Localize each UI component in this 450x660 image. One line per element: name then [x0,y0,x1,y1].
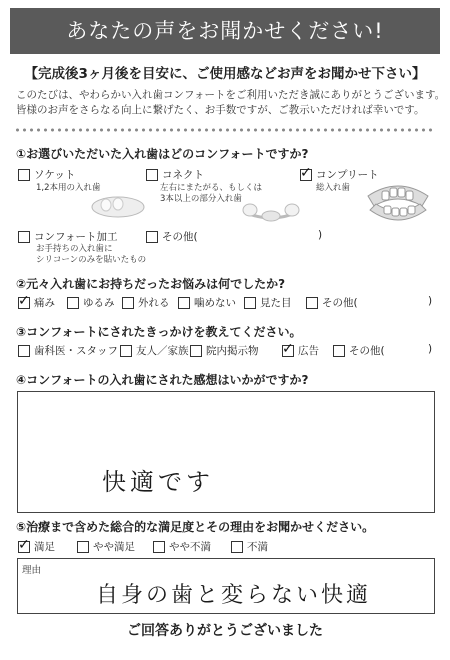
option-label: ソケット [34,169,76,181]
dotted-divider [14,128,436,132]
intro-line-1: このたびは、やわらかい入れ歯コンフォートをご利用いただき誠にありがとうございます。 [16,89,446,101]
question-3-title: ③コンフォートにされたきっかけを教えてください。 [16,325,302,339]
checkbox[interactable] [306,297,318,309]
option-friend-family[interactable] [120,343,189,358]
checkbox[interactable] [77,541,89,553]
option-complete-note: 総入れ歯 [316,183,351,193]
option-label: 痛み [34,297,55,309]
option-label: コンフォート加工 [34,231,118,243]
checkbox-checked[interactable] [300,169,312,181]
note-line: 3本以上の部分入れ歯 [160,194,242,204]
option-advertisement[interactable] [282,343,319,358]
impression-handwritten-answer: 快適です [102,468,214,496]
option-label: 不満 [247,541,268,553]
checkbox[interactable] [333,345,345,357]
note-line: シリコーンのみを貼いたもの [36,255,147,265]
option-label: その他( [349,345,385,357]
intro-text [16,88,446,118]
option-appearance[interactable] [244,295,292,310]
option-label: 噛めない [194,297,236,309]
option-loose[interactable] [67,295,115,310]
option-label: 広告 [298,345,319,357]
option-label: やや不満 [169,541,211,553]
option-label: 歯科医・スタッフ [34,345,118,357]
option-pain[interactable] [18,295,55,310]
complete-denture-illustration [362,178,434,228]
close-paren: ) [428,295,433,307]
option-label: 院内掲示物 [206,345,259,357]
option-somewhat-dissatisfied[interactable] [153,539,211,554]
option-socket[interactable] [18,167,75,182]
option-label: その他( [162,231,198,243]
option-clinic-poster[interactable] [190,343,259,358]
close-paren: ) [318,229,323,241]
checkbox[interactable] [67,297,79,309]
checkbox-checked[interactable] [282,345,294,357]
note-line: 左右にまたがる、もしくは [160,183,263,193]
checkbox[interactable] [244,297,256,309]
checkbox[interactable] [146,169,158,181]
close-paren: ) [428,343,433,355]
option-satisfied[interactable] [18,539,55,554]
question-4-title: ④コンフォートの入れ歯にされた感想はいかがですか? [16,373,309,387]
option-label: コンプリート [316,169,379,181]
option-label: その他( [322,297,358,309]
checkbox[interactable] [178,297,190,309]
checkbox[interactable] [18,231,30,243]
partial-denture-illustration [88,190,148,220]
question-5-title: ⑤治療まで含めた総合的な満足度とその理由をお聞かせください。 [16,520,375,534]
connect-denture-illustration [240,198,302,224]
reason-handwritten-answer: 自身の歯と変らない快適 [96,583,372,608]
option-label: 見た目 [260,297,292,309]
question-1-title: ①お選びいただいた入れ歯はどのコンフォートですか? [16,147,309,161]
option-socket-note: 1,2本用の入れ歯 [36,183,101,193]
checkbox[interactable] [18,345,30,357]
option-other-q2[interactable] [306,295,358,310]
option-comfort-processing[interactable] [18,229,117,244]
option-label: 満足 [34,541,55,553]
checkbox[interactable] [146,231,158,243]
option-dissatisfied[interactable] [231,539,268,554]
checkbox[interactable] [120,345,132,357]
checkbox[interactable] [18,169,30,181]
survey-subtitle: 【完成後3ヶ月後を目安に、ご使用感などお声をお聞かせ下さい】 [24,66,426,82]
option-connect[interactable] [146,167,204,182]
checkbox[interactable] [122,297,134,309]
reason-label: 理由 [22,565,42,576]
impression-answer-box[interactable] [17,391,435,513]
intro-line-2: 皆様のお声をさらなる向上に繋げたく、お手数ですが、ご教示いただければ幸いです。 [16,104,425,116]
option-label: 友人／家族 [136,345,189,357]
option-somewhat-satisfied[interactable] [77,539,135,554]
checkbox[interactable] [190,345,202,357]
thank-you-footer: ご回答ありがとうございました [127,623,323,639]
option-other-q1[interactable] [146,229,198,244]
option-label: 外れる [138,297,170,309]
option-other-q3[interactable] [333,343,385,358]
question-2-title: ②元々入れ歯にお持ちだったお悩みは何でしたか? [16,277,286,291]
note-line: お手持ちの入れ歯に [36,244,113,254]
option-comfort-processing-note [36,244,146,266]
option-label: やや満足 [93,541,135,553]
checkbox[interactable] [231,541,243,553]
checkbox[interactable] [153,541,165,553]
checkbox-checked[interactable] [18,297,30,309]
option-label: ゆるみ [83,297,115,309]
survey-header: あなたの声をお聞かせください! [10,8,440,54]
option-comes-off[interactable] [122,295,170,310]
option-cannot-chew[interactable] [178,295,236,310]
option-dental-staff[interactable] [18,343,118,358]
checkbox-checked[interactable] [18,541,30,553]
option-label: コネクト [162,169,204,181]
